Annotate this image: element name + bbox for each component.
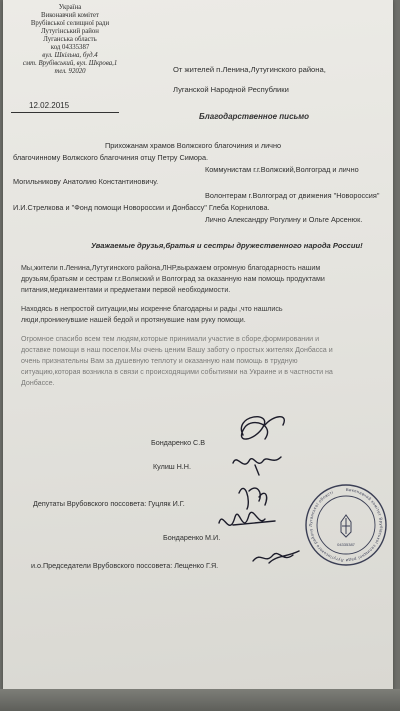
body-line: друзьям,братьям и сестрам г.г.Волжский и Волгоград за оказанную нам помощь продуктами	[21, 275, 325, 283]
signatory-name: и.о.Председатели Врубовского поссовета: Лещенко Г.Я.	[31, 561, 219, 570]
signatory-name: Депутаты Врубовского поссовета: Гуцляк И.Г.	[33, 499, 185, 508]
addressee-block	[13, 140, 391, 226]
stamp-line: Виконавчий комітет	[41, 12, 99, 19]
addressee-line: Лично Александру Рогулину и Ольге Арсенюк.	[205, 215, 363, 224]
body-line: Донбассе.	[21, 379, 55, 387]
sender-line: Луганской Народной Республики	[173, 85, 289, 94]
greeting: Уважаемые друзья,братья и сестры дружественного народа России!	[91, 241, 363, 250]
signatory-name: Бондаренко М.И.	[163, 533, 221, 542]
letter-page	[3, 0, 393, 692]
body-line: доставке помощи в наш поселок.Мы очень ценим Вашу заботу о простых жителях Донбасса и	[21, 346, 333, 354]
addressee-line: И.И.Стрелкова и "Фонд помощи Новороссии и Донбассу" Глеба Корнилова.	[13, 203, 270, 212]
trident-icon	[341, 515, 351, 537]
stamp-line: тел. 92020	[54, 68, 86, 75]
stamp-date: 12.02.2015	[29, 101, 70, 110]
body-line: люди,проникнувшие нашей бедой и протянувшие нам руку помощи.	[21, 316, 246, 324]
corner-stamp	[11, 4, 129, 76]
body-line: питания,медикаментами и предметами первой необходимости.	[21, 286, 231, 294]
stamp-line: вул. Шкільна, буд.4	[42, 52, 98, 59]
seal-code: 04335387	[337, 542, 355, 547]
stamp-line: код 04335387	[50, 44, 90, 51]
addressee-line: Могильникову Анатолию Константиновичу.	[13, 177, 159, 186]
handwritten-signatures	[203, 405, 313, 585]
letter-body	[21, 263, 393, 389]
signatory-name: Кулиш Н.Н.	[153, 462, 191, 471]
stamp-line: Україна	[58, 4, 82, 11]
stamp-line: Лутугінський район	[41, 28, 99, 35]
body-line: очень признательны Вам за душевную теплоту и оказанную нам помощь в трудную	[21, 357, 298, 365]
body-line: Мы,жители п.Ленина,Лутугинского района,ЛНР,выражаем огромную благодарность нашим	[21, 264, 321, 272]
sender-block	[173, 60, 388, 100]
addressee-line: Коммунистам г.г.Волжский,Волгоград и лично	[205, 165, 359, 174]
stamp-line: смт. Врубівський, вул. Шкрова,1	[22, 60, 118, 67]
body-line: Огромное спасибо всем тем людям,которые принимали участие в сборе,формировании и	[21, 335, 320, 343]
body-line: Находясь в непростой ситуации,мы искренне благодарны и рады ,что нашлись	[21, 305, 283, 313]
body-line: ситуацию,которая возникла в связи с происходящими событиями на Украине и в частности на	[21, 368, 333, 376]
stamp-line: Врубівської селищної ради	[30, 20, 110, 27]
stamp-line: Луганська область	[43, 36, 97, 43]
addressee-line: Волонтерам г.Волгоград от движения "Новороссия"	[205, 191, 380, 200]
addressee-line: благочинному Волжского благочиния отцу Петру Симора.	[13, 153, 209, 162]
official-seal	[303, 482, 389, 568]
signatory-name: Бондаренко С.В	[151, 438, 206, 447]
letter-title: Благодарственное письмо	[199, 112, 310, 121]
tabletop	[0, 689, 400, 711]
seal-ring-text: Виконавчий комітет Врубівської селищної ради Лутугінського району Луганської області	[307, 486, 384, 564]
sender-line: От жителей п.Ленина,Лутугинского района,	[173, 65, 326, 74]
stamp-underline	[11, 112, 119, 113]
addressee-line: Прихожанам храмов Волжского благочиния и лично	[105, 141, 282, 150]
